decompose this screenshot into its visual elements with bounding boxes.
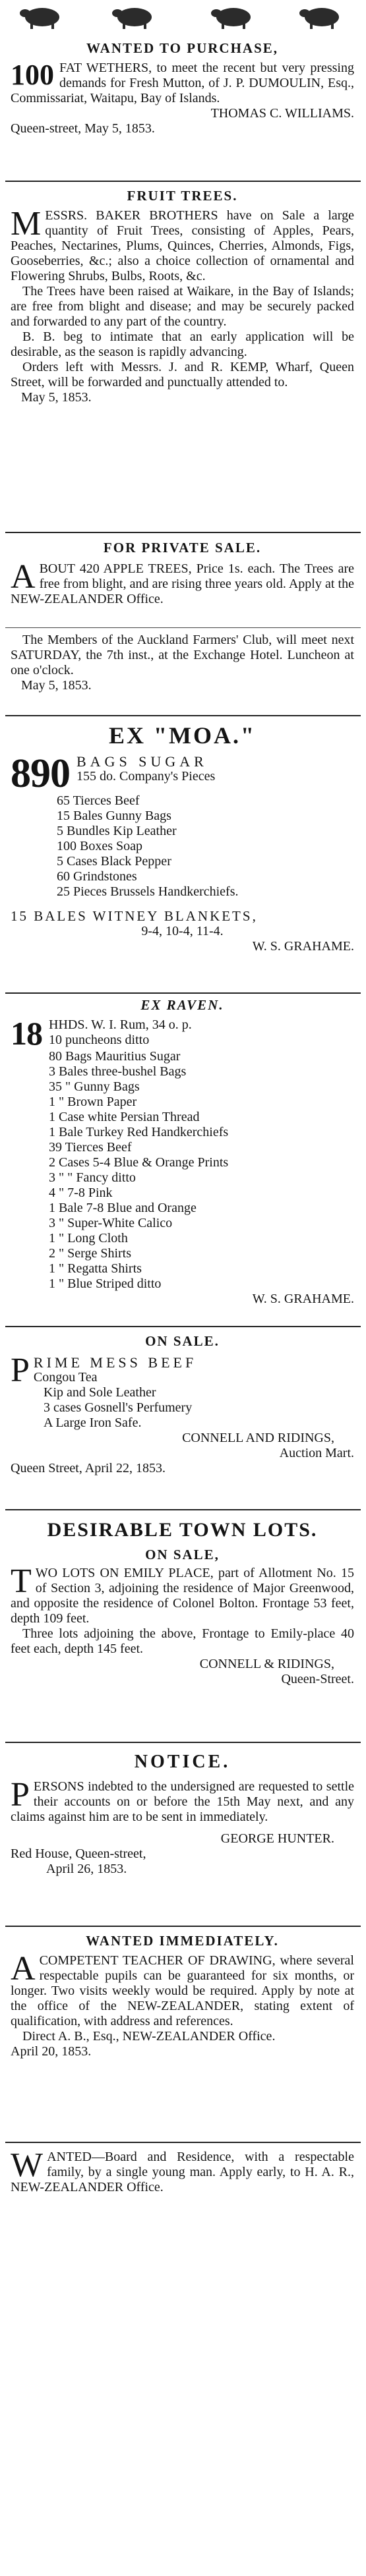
ad-ex-raven [0, 996, 366, 1307]
list-item: 10 puncheons ditto [49, 1033, 150, 1047]
divider-rule [5, 1742, 361, 1743]
list-item: 65 Tierces Beef [57, 793, 140, 808]
ad-date: April 20, 1853. [11, 2044, 92, 2059]
list-item: 5 Cases Black Pepper [57, 854, 171, 869]
ad-body: The Members of the Auckland Farmers' Club, will meet next SATURDAY, the 7th inst., at the Exchange Hotel. Luncheon at one o'clock. [11, 633, 354, 677]
ad-dropcap: M [11, 205, 42, 243]
ad-ex-moa [0, 722, 366, 954]
list-item: 80 Bags Mauritius Sugar [49, 1049, 181, 1064]
list-item: 2 " Serge Shirts [49, 1246, 132, 1261]
ad-board-residence [0, 2146, 366, 2195]
list-item: 3 " " Fancy ditto [49, 1170, 136, 1185]
sheep-icon [16, 3, 69, 30]
ad-body: FAT WETHERS, to meet the recent but very pressing demands for Fresh Mutton, of J. P. DUMOULIN, Esq., Commissariat, Waitapu, Bay of Islands. [11, 61, 354, 105]
ad-signature: Queen-Street. [281, 1672, 354, 1686]
list-item: 3 " Super-White Calico [49, 1216, 173, 1230]
divider-rule [5, 532, 361, 533]
divider-rule [5, 1326, 361, 1327]
divider-rule [5, 992, 361, 994]
ad-dropcap: A [11, 1950, 36, 1988]
divider-rule [5, 2142, 361, 2143]
ad-body: COMPETENT TEACHER OF DRAWING, where several respectable pupils can be guaranteed for six months, or longer. Two visits weekly would be required. Apply by note at the office of the NEW-ZEALANDER, stating extent of qualification, with address and references. [11, 1953, 354, 2028]
ad-heading: ON SALE. [145, 1333, 220, 1349]
list-item: 1 " Regatta Shirts [49, 1261, 142, 1276]
ad-subheading: 9-4, 10-4, 11-4. [141, 924, 224, 938]
ad-heading: FOR PRIVATE SALE. [103, 540, 262, 556]
sheep-icon [295, 3, 348, 30]
list-item: 25 Pieces Brussels Handkerchiefs. [57, 884, 239, 899]
ad-body: ANTED—Board and Residence, with a respectable family, by a single young man. Apply early, to H. A. R., NEW-ZEALANDER Office. [11, 2150, 354, 2194]
ad-dropcap: W [11, 2146, 44, 2184]
ad-heading: EX "MOA." [109, 722, 256, 749]
ad-heading: WANTED IMMEDIATELY. [86, 1933, 279, 1949]
ad-body: The Trees have been raised at Waikare, in the Bay of Islands; are free from blight and disease; and may be securely packed and forwarded to any part of the country. [11, 284, 354, 329]
ad-notice [0, 1749, 366, 1877]
list-item: 15 Bales Gunny Bags [57, 809, 171, 823]
ad-wanted-immediately [0, 1932, 366, 2059]
list-item: BAGS SUGAR [76, 753, 208, 770]
ad-number: 100 [11, 59, 54, 91]
ad-number: 890 [11, 751, 70, 796]
list-item: 4 " 7-8 Pink [49, 1186, 113, 1200]
ad-fruit-trees [0, 187, 366, 405]
ad-title: NOTICE. [134, 1752, 231, 1772]
divider-rule [5, 1509, 361, 1510]
ad-signature: Auction Mart. [279, 1446, 354, 1460]
ad-wanted-to-purchase [0, 40, 366, 136]
ad-date: May 5, 1853. [21, 678, 92, 693]
ad-dateline: April 26, 1853. [46, 1862, 127, 1876]
list-item: 155 do. Company's Pieces [76, 769, 216, 784]
sheep-icon [108, 3, 161, 30]
list-item: A Large Iron Safe. [44, 1416, 142, 1430]
list-item: Kip and Sole Leather [44, 1385, 156, 1400]
list-item: Congou Tea [33, 1370, 98, 1385]
ad-dropcap: P [11, 1776, 30, 1814]
ad-signature: CONNELL AND RIDINGS, [182, 1431, 334, 1445]
ad-heading: ON SALE, [145, 1547, 220, 1562]
list-item: 5 Bundles Kip Leather [57, 824, 177, 838]
ad-dateline: Queen Street, April 22, 1853. [11, 1461, 166, 1475]
ad-heading: EX RAVEN. [140, 997, 224, 1013]
ad-body: Orders left with Messrs. J. and R. KEMP, Wharf, Queen Street, will be forwarded and punctually attended to. [11, 360, 354, 389]
sheep-icon [207, 3, 260, 30]
ad-signature: W. S. GRAHAME. [252, 1292, 354, 1306]
ad-signature: GEORGE HUNTER. [220, 1831, 334, 1846]
ad-desirable-town-lots [0, 1517, 366, 1687]
list-item: 1 Bale 7-8 Blue and Orange [49, 1201, 197, 1215]
ad-body: Three lots adjoining the above, Frontage to Emily-place 40 feet each, depth 145 feet. [11, 1626, 354, 1656]
ad-dropcap: T [11, 1562, 32, 1600]
divider-rule [5, 181, 361, 182]
list-item: 1 Bale Turkey Red Handkerchiefs [49, 1125, 229, 1139]
ad-body: B. B. beg to intimate that an early application will be desirable, as the season is rapidly advancing. [11, 329, 354, 359]
list-item: 3 cases Gosnell's Perfumery [44, 1400, 193, 1415]
list-item: 60 Grindstones [57, 869, 137, 884]
ad-body: ERSONS indebted to the undersigned are requested to settle their accounts on or before the 15th May next, and any claims against him are to be sent in immediately. [11, 1779, 354, 1824]
list-item: 1 Case white Persian Thread [49, 1110, 200, 1124]
ad-heading: FRUIT TREES. [127, 188, 238, 204]
list-item: RIME MESS BEEF [33, 1354, 197, 1371]
list-item: 35 " Gunny Bags [49, 1079, 140, 1094]
ad-dateline: Queen-street, May 5, 1853. [11, 121, 155, 136]
list-item: 1 " Blue Striped ditto [49, 1276, 162, 1291]
list-item: 3 Bales three-bushel Bags [49, 1064, 187, 1079]
list-item: 39 Tierces Beef [49, 1140, 132, 1155]
ad-body: ESSRS. BAKER BROTHERS have on Sale a large quantity of Fruit Trees, consisting of Apples, Pears, Peaches, Nectarines, Plums, Quinces, Cherries, Almonds, Figs, Gooseberries, &c.; also a choice collection of ornamental and Flowering Shrubs, Bulbs, Roots, &c. [11, 208, 354, 283]
ad-body: Direct A. B., Esq., NEW-ZEALANDER Office. [22, 2029, 276, 2044]
divider-rule [5, 1926, 361, 1927]
ad-farmers-club [0, 633, 366, 693]
ad-signature: THOMAS C. WILLIAMS. [210, 106, 354, 121]
ad-dateline: Red House, Queen-street, [11, 1846, 146, 1861]
list-item: HHDS. W. I. Rum, 34 o. p. [49, 1017, 192, 1032]
list-item: 100 Boxes Soap [57, 839, 142, 853]
ad-dropcap: A [11, 558, 36, 596]
ad-signature: CONNELL & RIDINGS, [199, 1657, 334, 1671]
ad-body: WO LOTS ON EMILY PLACE, part of Allotment No. 15 of Section 3, adjoining the residence of Major Greenwood, and opposite the residence of Colonel Bolton. Frontage 53 feet, depth 109 feet. [11, 1566, 354, 1626]
ad-signature: W. S. GRAHAME. [252, 939, 354, 954]
ad-heading: WANTED TO PURCHASE, [86, 40, 279, 56]
list-item: 1 " Long Cloth [49, 1231, 128, 1245]
ad-title: DESIRABLE TOWN LOTS. [47, 1519, 318, 1541]
ad-body: BOUT 420 APPLE TREES, Price 1s. each. The Trees are free from blight, and are rising three years old. Apply at the NEW-ZEALANDER Office. [11, 561, 354, 606]
list-item: 2 Cases 5-4 Blue & Orange Prints [49, 1155, 229, 1170]
divider-rule [5, 715, 361, 716]
ad-subheading: 15 BALES WITNEY BLANKETS, [11, 908, 258, 924]
ad-private-sale [0, 539, 366, 607]
list-item: 1 " Brown Paper [49, 1095, 137, 1109]
ad-dropcap: P [11, 1352, 30, 1389]
ad-on-sale-beef [0, 1332, 366, 1476]
ad-number: 18 [11, 1015, 42, 1052]
divider-rule [5, 627, 361, 628]
ad-date: May 5, 1853. [21, 390, 92, 405]
